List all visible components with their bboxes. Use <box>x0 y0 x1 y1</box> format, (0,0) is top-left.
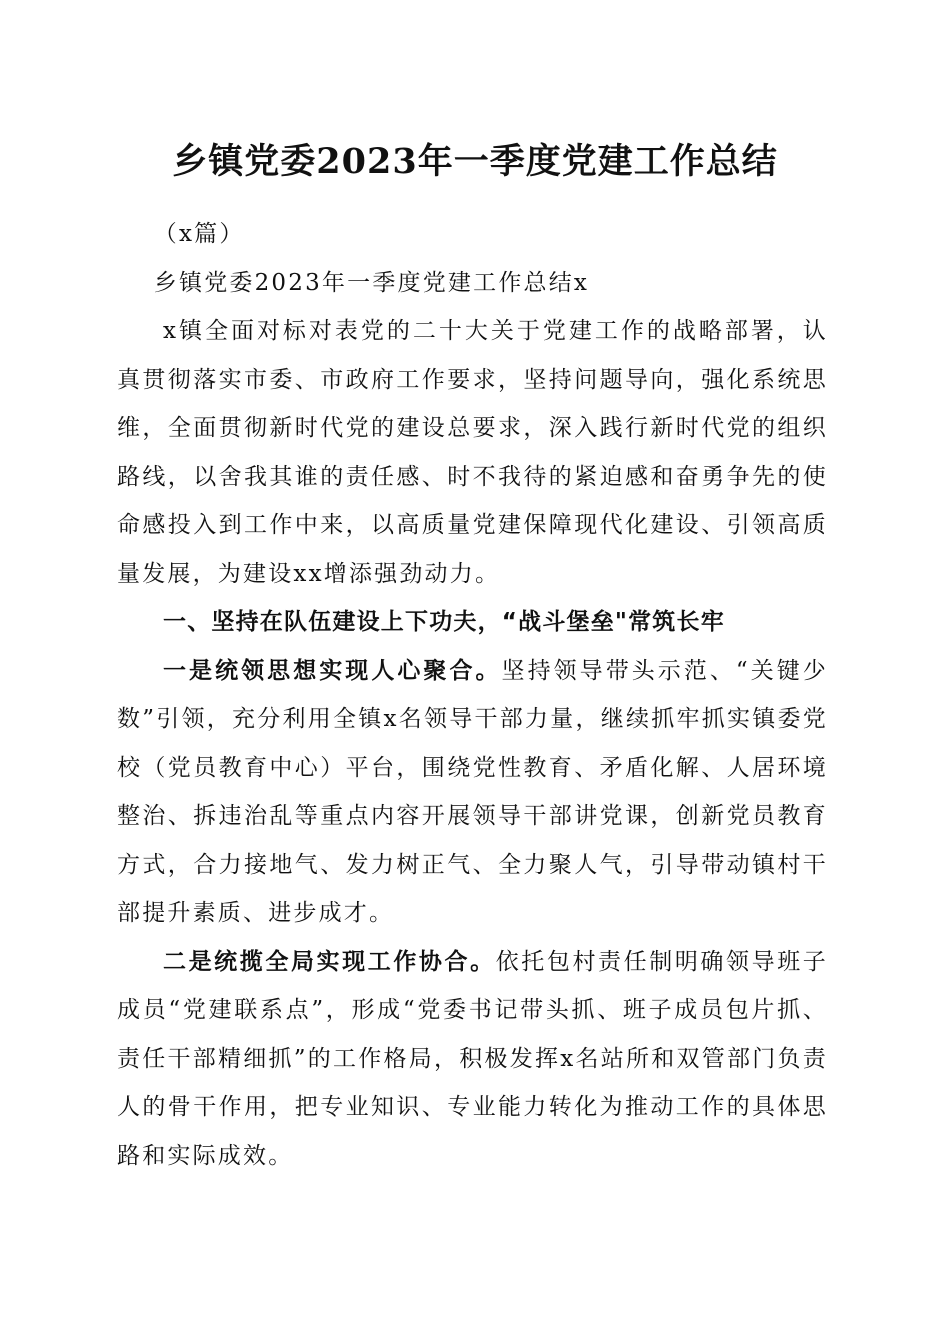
item-1-text: 坚持领导带头示范、“关键少数”引领，充分利用全镇x名领导干部力量，继续抓牢抓实镇委党校（党员教育中心）平台，围绕党性教育、矛盾化解、人居环境整治、拆违治乱等重点内容开展领导干部讲党课，创新党员教育方式，合力接地气、发力树正气、全力聚人气，引导带动镇村干部提升素质、进步成才。 <box>117 657 829 926</box>
item-2-lead: 二是统揽全局实现工作协合。 <box>163 948 496 975</box>
item-paragraph-2 <box>117 938 828 1181</box>
document-subtitle: 乡镇党委2023年一季度党建工作总结x <box>153 269 590 296</box>
part-label: （x篇） <box>153 221 245 247</box>
document-title: 乡镇党委2023年一季度党建工作总结 <box>172 141 778 182</box>
document-body <box>117 210 828 1180</box>
item-2-text: 依托包村责任制明确领导班子成员“党建联系点”，形成“党委书记带头抓、班子成员包片抓、责任干部精细抓”的工作格局，积极发挥x名站所和双管部门负责人的骨干作用，把专业知识、专业能力转化为推动工作的具体思路和实际成效。 <box>117 948 828 1169</box>
intro-paragraph: x镇全面对标对表党的二十大关于党建工作的战略部署，认真贯彻落实市委、市政府工作要求，坚持问题导向，强化系统思维，全面贯彻新时代党的建设总要求，深入践行新时代党的组织路线，以舍我其谁的责任感、时不我待的紧迫感和奋勇争先的使命感投入到工作中来，以高质量党建保障现代化建设、引领高质量发展，为建设xx增添强劲动力。 <box>117 318 828 587</box>
section-heading-1: 一、坚持在队伍建设上下功夫，“战斗堡垒"常筑长牢 <box>163 609 725 635</box>
item-paragraph-1 <box>117 647 828 938</box>
item-1-lead: 一是统领思想实现人心聚合。 <box>163 657 502 684</box>
